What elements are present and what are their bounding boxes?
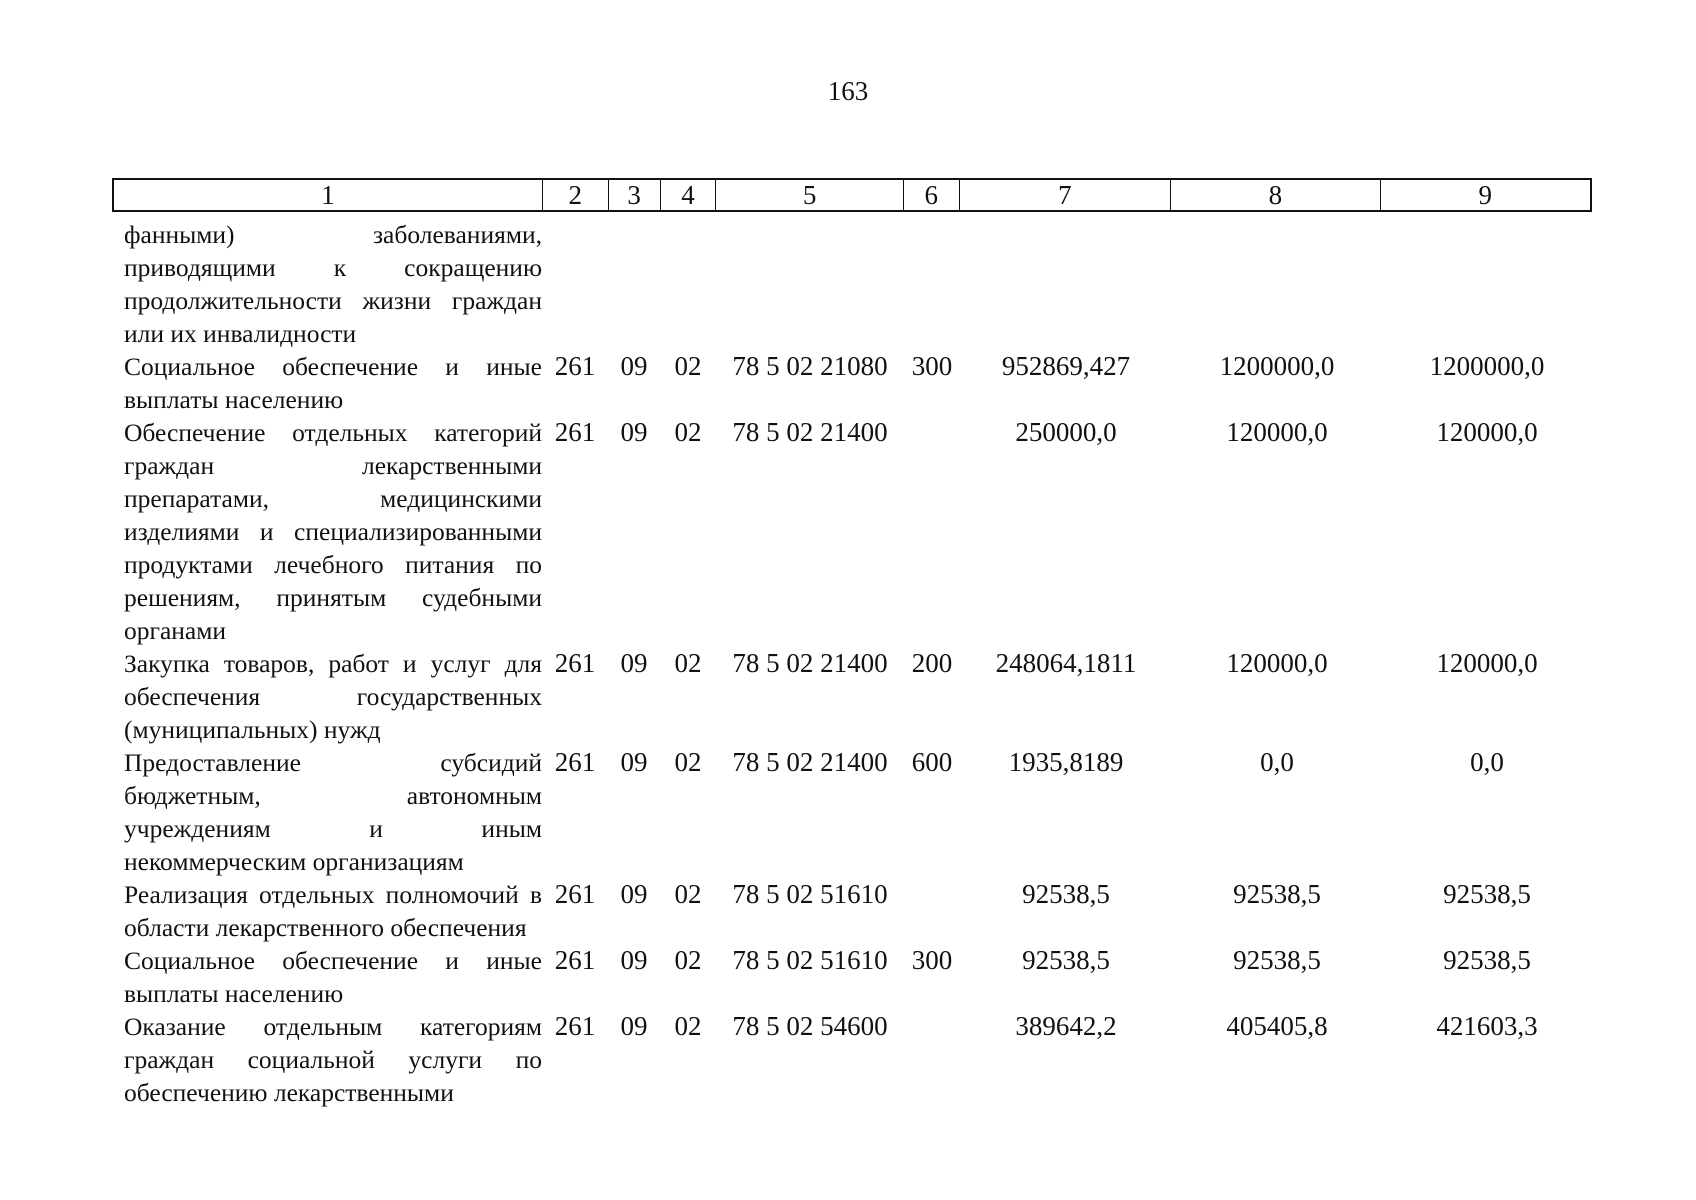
row-code-3: 09 <box>620 879 648 909</box>
row-value-9: 92538,5 <box>1443 945 1531 975</box>
row-code-2: 261 <box>554 879 596 909</box>
row-code-4: 02 <box>674 1011 702 1041</box>
row-code-5: 78 5 02 21400 <box>732 747 888 777</box>
table-row <box>112 647 1592 746</box>
row-description: Закупка товаров, работ и услуг для обеспечения государственных (муниципальных) нужд <box>124 649 542 744</box>
row-code-6: 300 <box>911 351 953 381</box>
column-header-1: 1 <box>114 180 543 210</box>
column-header-9: 9 <box>1478 179 1492 210</box>
row-value-8: 120000,0 <box>1226 417 1328 447</box>
row-value-9: 120000,0 <box>1436 648 1538 678</box>
row-code-5: 78 5 02 21080 <box>732 351 888 381</box>
row-code-2: 261 <box>554 945 596 975</box>
row-value-9: 92538,5 <box>1443 879 1531 909</box>
row-value-9: 421603,3 <box>1436 1011 1538 1041</box>
table-row <box>112 350 1592 416</box>
row-code-2: 261 <box>554 417 596 447</box>
row-description: Социальное обеспечение и иные выплаты населению <box>124 352 542 414</box>
row-code-5: 78 5 02 51610 <box>732 945 888 975</box>
row-code-4: 02 <box>674 648 702 678</box>
row-code-6: 600 <box>911 747 953 777</box>
row-code-6: 300 <box>911 945 953 975</box>
row-description: фанными) заболеваниями, приводящими к сокращению продолжительности жизни граждан или их инвалидности <box>124 220 542 348</box>
row-value-8: 92538,5 <box>1233 879 1321 909</box>
row-value-7: 92538,5 <box>1022 879 1110 909</box>
row-value-7: 389642,2 <box>1015 1011 1117 1041</box>
row-value-8: 0,0 <box>1260 747 1294 777</box>
table-row <box>112 878 1592 944</box>
column-header-5: 5 <box>716 180 903 210</box>
row-code-3: 09 <box>620 747 648 777</box>
table-row <box>112 746 1592 878</box>
row-value-8: 405405,8 <box>1226 1011 1328 1041</box>
row-value-9: 0,0 <box>1470 747 1504 777</box>
row-value-7: 952869,427 <box>1001 351 1131 381</box>
row-description: Социальное обеспечение и иные выплаты населению <box>124 946 542 1008</box>
row-value-9: 1200000,0 <box>1429 351 1545 381</box>
row-code-3: 09 <box>620 648 648 678</box>
table-row <box>112 416 1592 647</box>
row-code-3: 09 <box>620 351 648 381</box>
row-code-4: 02 <box>674 945 702 975</box>
row-code-2: 261 <box>554 351 596 381</box>
row-code-5: 78 5 02 51610 <box>732 879 888 909</box>
row-code-4: 02 <box>674 417 702 447</box>
row-code-4: 02 <box>674 351 702 381</box>
row-code-6: 200 <box>911 648 953 678</box>
table-body <box>112 218 1592 1109</box>
row-code-4: 02 <box>674 879 702 909</box>
row-value-7: 1935,8189 <box>1008 747 1124 777</box>
row-code-5: 78 5 02 54600 <box>732 1011 888 1041</box>
row-code-2: 261 <box>554 1011 596 1041</box>
row-code-3: 09 <box>620 1011 648 1041</box>
column-header-7: 7 <box>960 180 1171 210</box>
row-code-4: 02 <box>674 747 702 777</box>
row-value-7: 250000,0 <box>1015 417 1117 447</box>
row-description: Обеспечение отдельных категорий граждан лекарственными препаратами, медицинскими изделиями и специализированными продуктами лечебного питания по решениям, принятым судебными органами <box>124 418 542 645</box>
column-header-3: 3 <box>609 180 661 210</box>
row-description: Реализация отдельных полномочий в области лекарственного обеспечения <box>124 880 542 942</box>
page-number: 163 <box>827 76 869 106</box>
row-code-3: 09 <box>620 417 648 447</box>
column-header-6: 6 <box>904 180 960 210</box>
row-description: Оказание отдельным категориям граждан социальной услуги по обеспечению лекарственными <box>124 1012 542 1107</box>
row-code-3: 09 <box>620 945 648 975</box>
row-value-7: 248064,1811 <box>995 648 1137 678</box>
column-header-8: 8 <box>1171 180 1380 210</box>
table-row <box>112 1010 1592 1109</box>
row-description: Предоставление субсидий бюджетным, автономным учреждениям и иным некоммерческим организациям <box>124 748 542 876</box>
table-row <box>112 218 1592 350</box>
row-code-2: 261 <box>554 747 596 777</box>
row-code-5: 78 5 02 21400 <box>732 417 888 447</box>
row-value-9: 120000,0 <box>1436 417 1538 447</box>
table-header <box>112 178 1592 212</box>
row-value-7: 92538,5 <box>1022 945 1110 975</box>
table-row <box>112 944 1592 1010</box>
row-code-2: 261 <box>554 648 596 678</box>
row-value-8: 92538,5 <box>1233 945 1321 975</box>
row-value-8: 120000,0 <box>1226 648 1328 678</box>
row-value-8: 1200000,0 <box>1219 351 1335 381</box>
row-code-5: 78 5 02 21400 <box>732 648 888 678</box>
column-header-4: 4 <box>661 180 717 210</box>
column-header-2: 2 <box>543 180 609 210</box>
